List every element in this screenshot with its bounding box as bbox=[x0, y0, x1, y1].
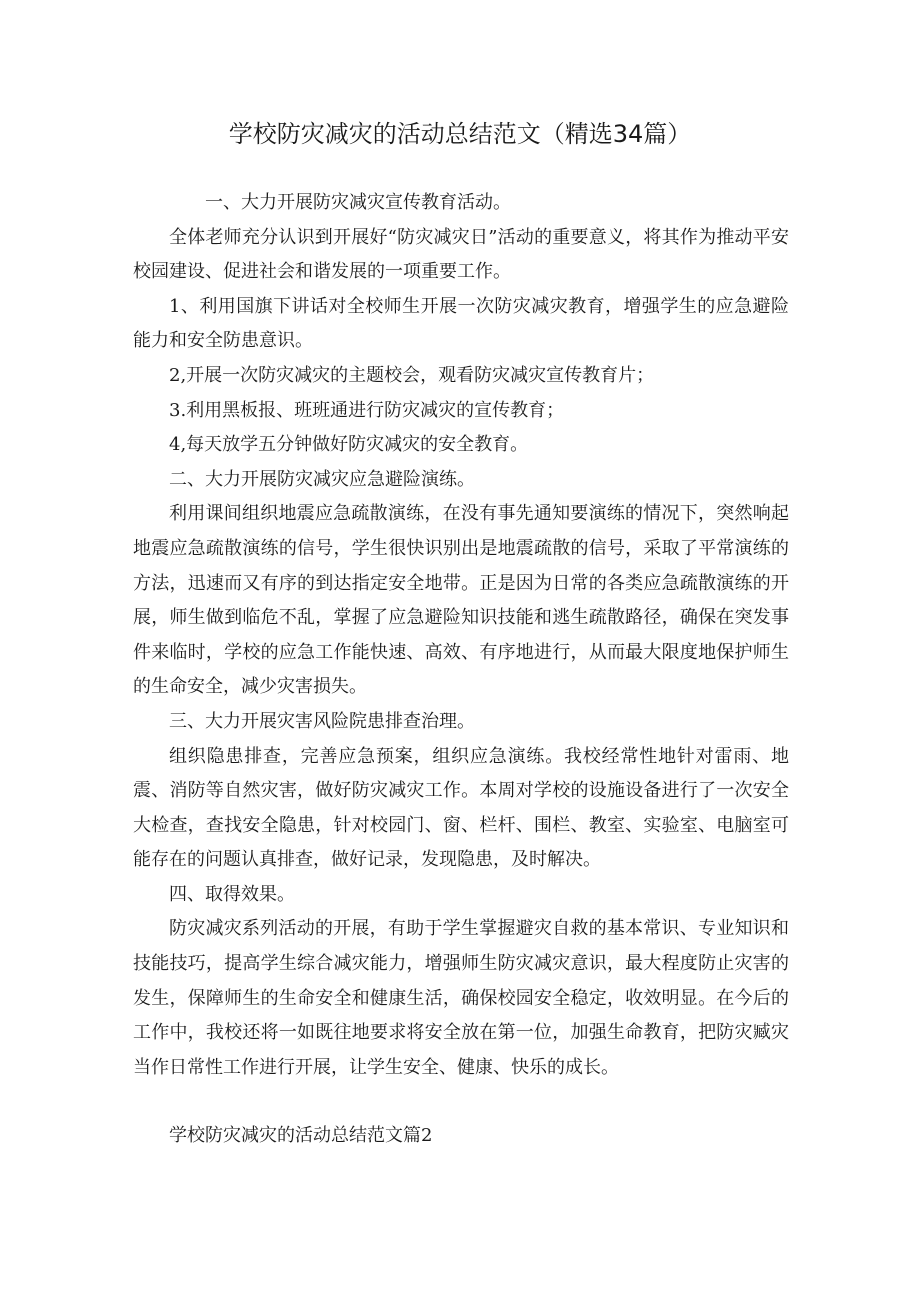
paragraph: 利用课间组织地震应急疏散演练，在没有事先通知要演练的情况下，突然响起地震应急疏散演练的信号，学生很快识别出是地震疏散的信号，采取了平常演练的方法，迅速而又有序的到达指定安全地带。正是因为日常的各类应急疏散演练的开展，师生做到临危不乱，掌握了应急避险知识技能和逃生疏散路径，确保在突发事件来临时，学校的应急工作能快速、高效、有序地进行，从而最大限度地保护师生的生命安全，减少灾害损失。 bbox=[133, 503, 789, 698]
paragraph: 全体老师充分认识到开展好“防灾减灾日”活动的重要意义，将其作为推动平安校园建设、促进社会和谐发展的一项重要工作。 bbox=[133, 226, 789, 283]
list-item: 4,每天放学五分钟做好防灾减灾的安全教育。 bbox=[169, 434, 529, 456]
section-heading-3: 三、大力开展灾害风险院患排查治理。 bbox=[169, 710, 475, 732]
list-item: 2,开展一次防灾减灾的主题校会，观看防灾减灾宣传教育片； bbox=[169, 364, 655, 386]
section-heading-2: 二、大力开展防灾减灾应急避险演练。 bbox=[169, 468, 475, 490]
paragraph: 防灾减灾系列活动的开展，有助于学生掌握避灾自救的基本常识、专业知识和技能技巧，提高学生综合减灾能力，增强师生防灾减灾意识，最大程度防止灾害的发生，保障师生的生命安全和健康生活，确保校园安全稳定，收效明显。在今后的工作中，我校还将一如既往地要求将安全放在第一位，加强生命教育，把防灾臧灾当作日常性工作进行开展，让学生安全、健康、快乐的成长。 bbox=[133, 918, 789, 1078]
document-title: 学校防灾减灾的活动总结范文（精选34篇） bbox=[228, 120, 692, 148]
list-item: 3.利用黑板报、班班通进行防灾减灾的宣传教育； bbox=[169, 399, 565, 421]
section-heading-4: 四、取得效果。 bbox=[169, 883, 295, 905]
paragraph: 组织隐患排查，完善应急预案，组织应急演练。我校经常性地针对雷雨、地震、消防等自然灾害，做好防灾减灾工作。本周对学校的设施设备进行了一次安全大检查，查找安全隐患，针对校园门、窗、栏杆、围栏、教室、实验室、电脑室可能存在的问题认真排查，做好记录，发现隐患，及时解决。 bbox=[133, 745, 789, 871]
list-item: 1、利用国旗下讲话对全校师生开展一次防灾减灾教育，增强学生的应急避险能力和安全防患意识。 bbox=[133, 295, 789, 352]
next-article-heading: 学校防灾减灾的活动总结范文篇2 bbox=[169, 1125, 433, 1146]
document-body bbox=[133, 186, 789, 1085]
section-heading-1: 一、大力开展防灾减灾宣传教育活动。 bbox=[205, 192, 511, 213]
